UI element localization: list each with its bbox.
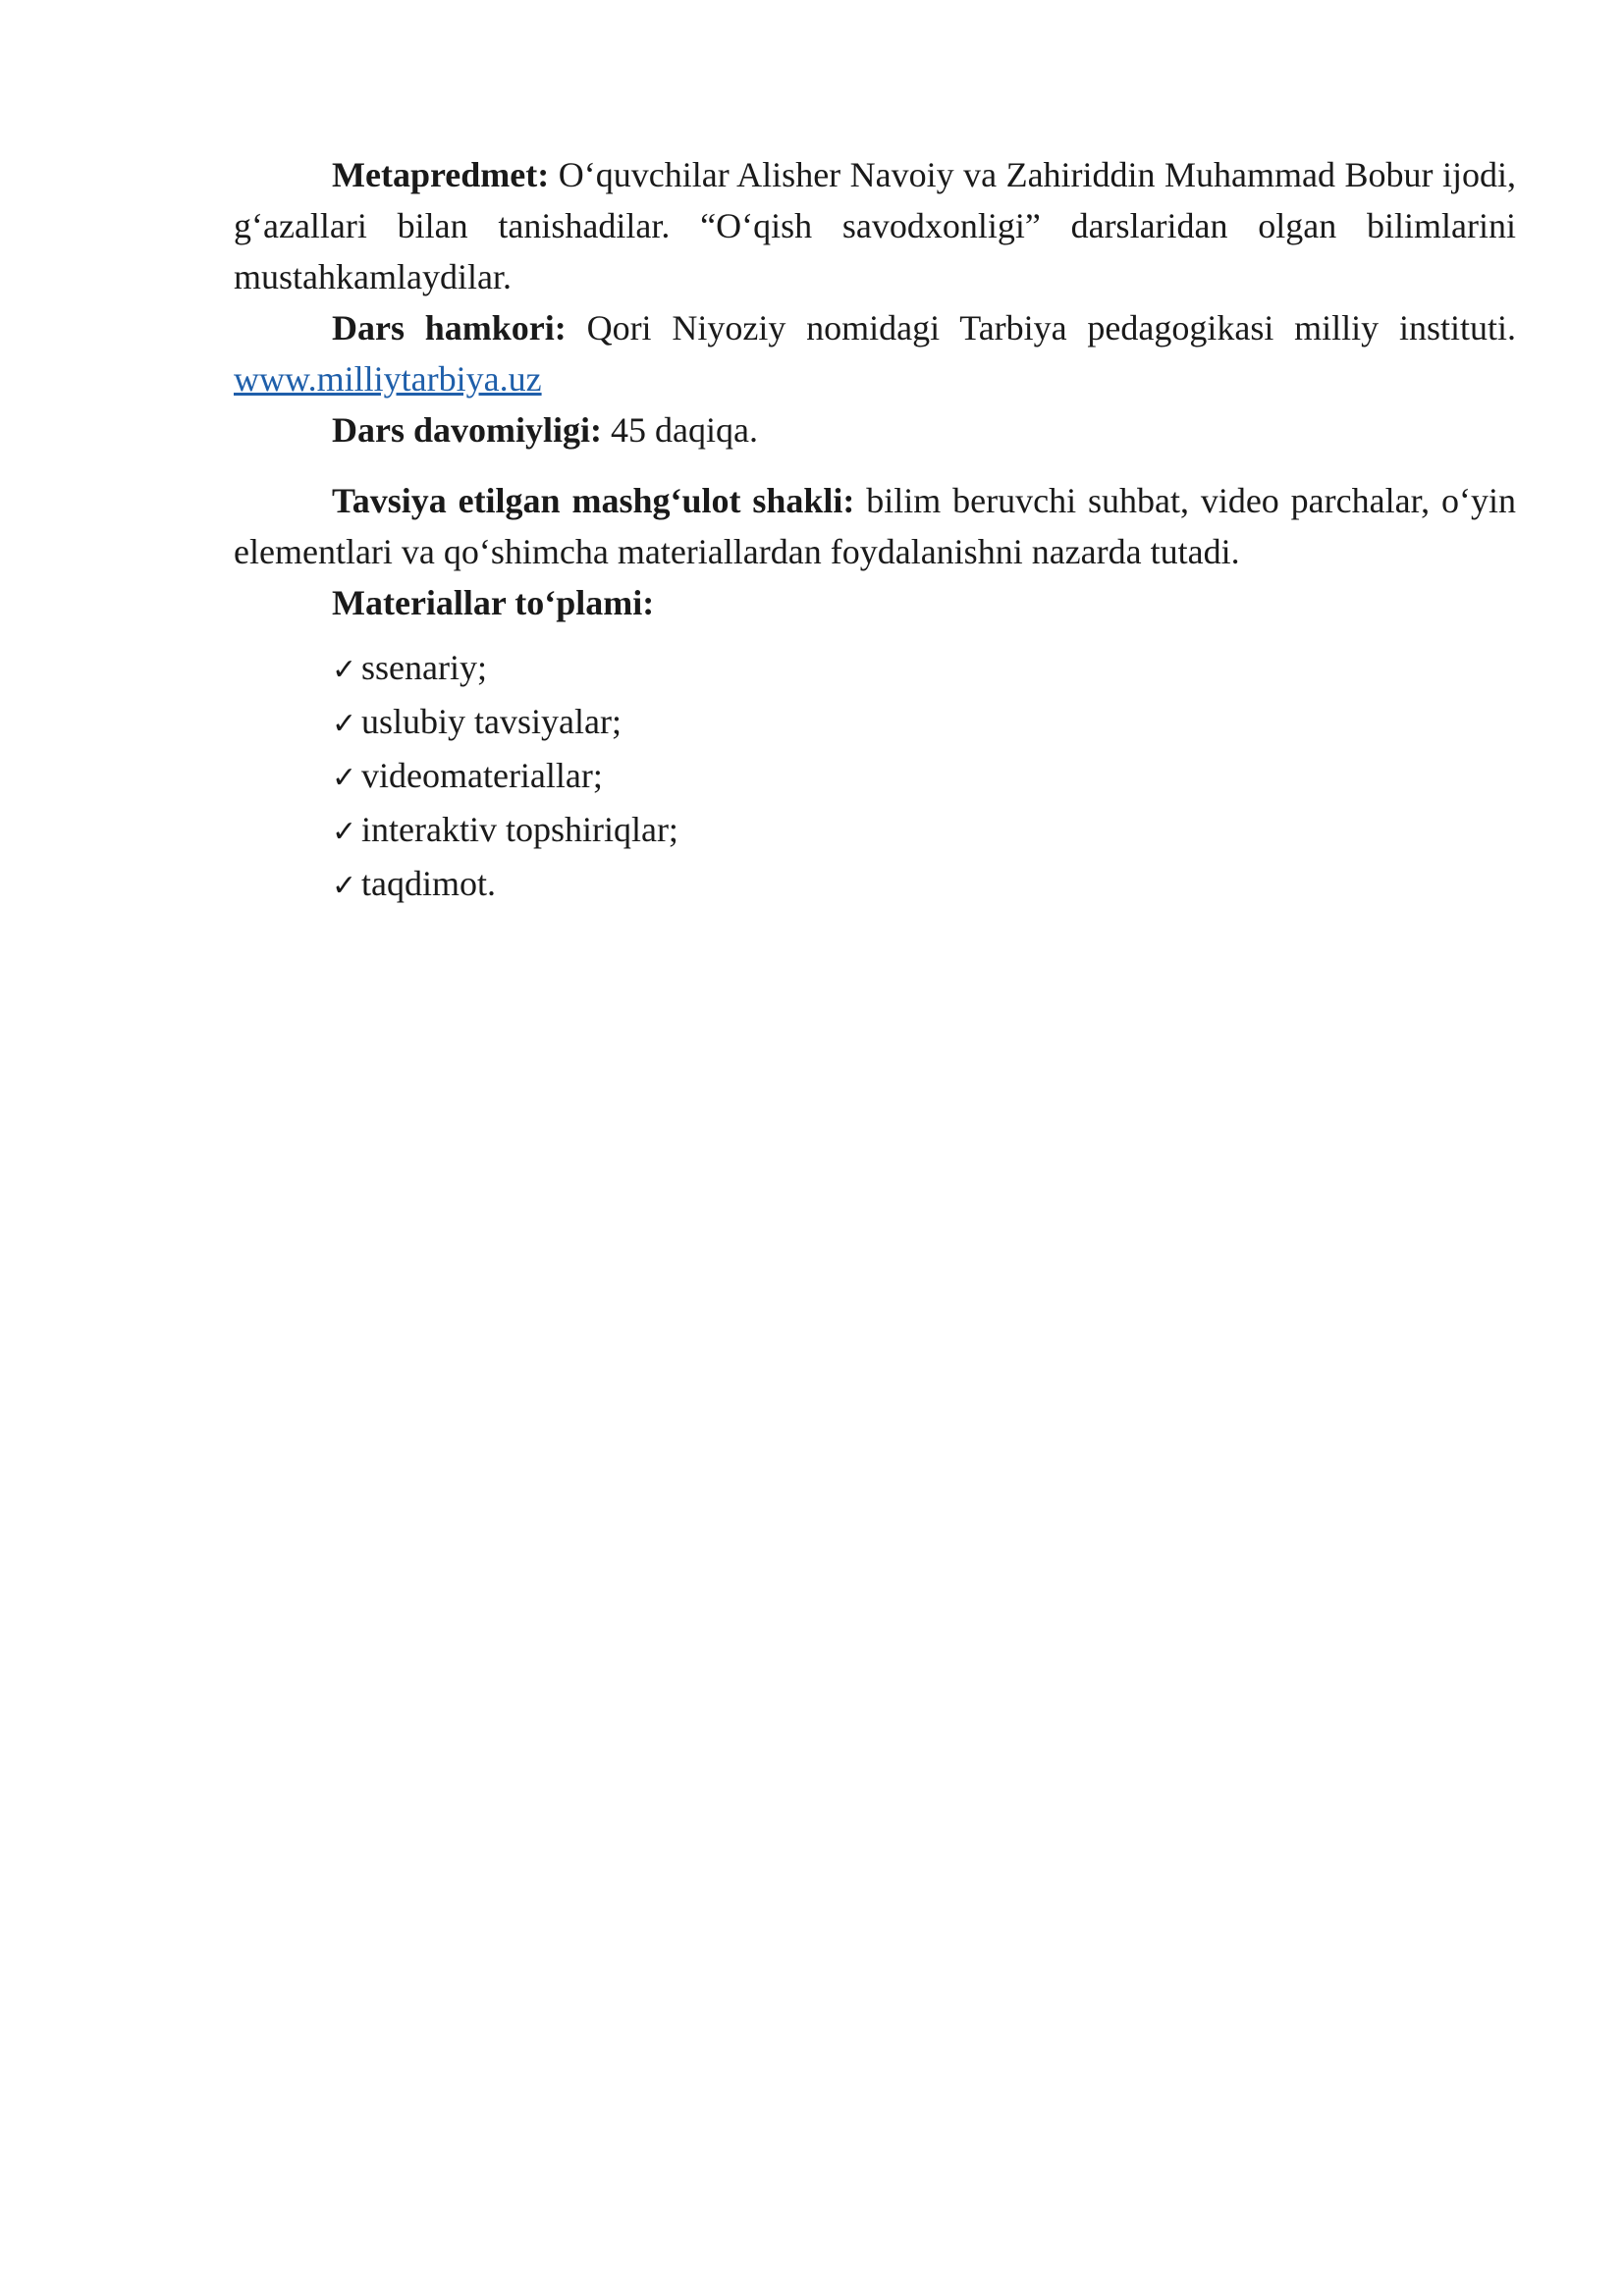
metapredmet-label: Metapredmet:: [332, 155, 550, 194]
davomiylik-paragraph: [234, 404, 1516, 455]
hamkor-label: Dars hamkori:: [332, 308, 567, 347]
materiallar-heading: Materiallar to‘plami:: [332, 583, 655, 622]
checkmark-icon: ✓: [332, 761, 357, 795]
metapredmet-text: O‘quvchilar Alisher Navoiy va Zahiriddin Muhammad Bobur ijodi, g‘azallari bilan tanishadilar. “O‘qish savodxonligi” darslaridan olgan bilimlarini mustahkamlaydilar.: [234, 155, 1516, 296]
hamkor-paragraph: [234, 302, 1516, 404]
mashgulot-label: Tavsiya etilgan mashg‘ulot shakli:: [332, 481, 855, 520]
document-page: [234, 149, 1516, 912]
hamkor-text: Qori Niyoziy nomidagi Tarbiya pedagogikasi milliy instituti.: [566, 308, 1516, 347]
list-item-label: taqdimot.: [361, 864, 496, 903]
list-item-label: ssenariy;: [361, 648, 487, 687]
checkmark-icon: ✓: [332, 815, 357, 849]
checkmark-icon: ✓: [332, 653, 357, 687]
list-item: [332, 750, 1516, 804]
list-item-label: uslubiy tavsiyalar;: [361, 702, 622, 741]
website-link[interactable]: www.milliytarbiya.uz: [234, 359, 542, 399]
metapredmet-paragraph: [234, 149, 1516, 302]
mashgulot-paragraph: [234, 475, 1516, 577]
list-item: [332, 696, 1516, 750]
list-item-label: interaktiv topshiriqlar;: [361, 810, 678, 849]
materials-list: [234, 642, 1516, 912]
davomiylik-text: 45 daqiqa.: [602, 410, 758, 450]
list-item: [332, 642, 1516, 696]
checkmark-icon: ✓: [332, 707, 357, 741]
list-item-label: videomateriallar;: [361, 756, 603, 795]
list-item: [332, 804, 1516, 858]
checkmark-icon: ✓: [332, 869, 357, 903]
list-item: [332, 858, 1516, 912]
mashgulot-text: bilim beruvchi suhbat, video parchalar, o‘yin elementlari va qo‘shimcha materiallardan foydalanishni nazarda tutadi.: [234, 481, 1516, 571]
davomiylik-label: Dars davomiyligi:: [332, 410, 602, 450]
